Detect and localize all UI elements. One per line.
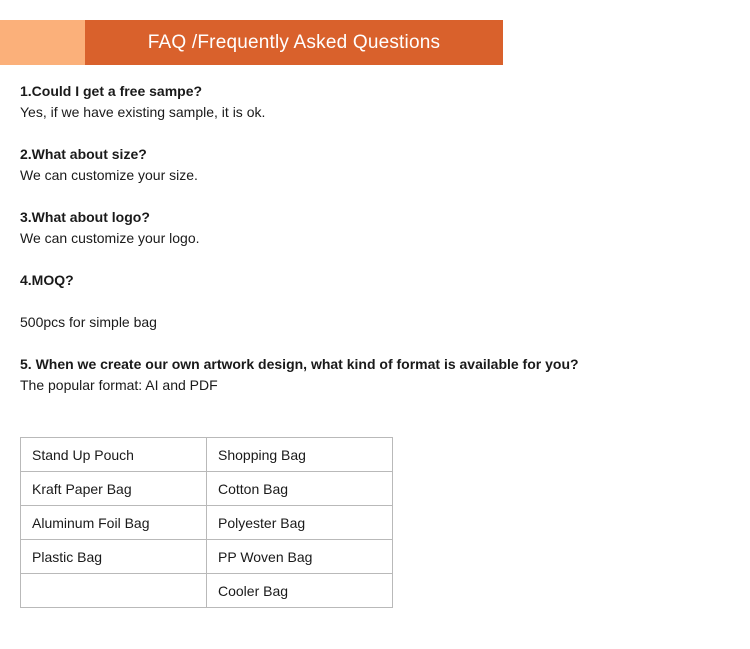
- faq-item: [20, 208, 720, 247]
- faq-question: 3.What about logo?: [20, 209, 150, 225]
- table-row: [21, 438, 393, 472]
- faq-question: 4.MOQ?: [20, 272, 74, 288]
- table-row: [21, 472, 393, 506]
- faq-question: 2.What about size?: [20, 146, 147, 162]
- table-cell: Polyester Bag: [207, 506, 393, 540]
- banner-title: FAQ /Frequently Asked Questions: [147, 31, 441, 53]
- table-cell: Shopping Bag: [207, 438, 393, 472]
- table-row: [21, 574, 393, 608]
- table-cell: Plastic Bag: [21, 540, 207, 574]
- faq-answer: Yes, if we have existing sample, it is ok.: [20, 104, 266, 120]
- faq-question: 5. When we create our own artwork design, what kind of format is available for you?: [20, 356, 579, 372]
- faq-item: [20, 82, 720, 121]
- faq-question: 1.Could I get a free sampe?: [20, 83, 203, 99]
- table-cell: Kraft Paper Bag: [21, 472, 207, 506]
- table-cell: [21, 574, 207, 608]
- faq-list: [20, 82, 720, 418]
- faq-item: [20, 271, 720, 331]
- table-cell: Aluminum Foil Bag: [21, 506, 207, 540]
- faq-answer: 500pcs for simple bag: [20, 314, 157, 330]
- faq-item: [20, 355, 720, 394]
- faq-answer: We can customize your logo.: [20, 230, 200, 246]
- faq-answer: The popular format: AI and PDF: [20, 377, 218, 393]
- table-cell: Cooler Bag: [207, 574, 393, 608]
- faq-answer: We can customize your size.: [20, 167, 198, 183]
- product-table: [20, 437, 393, 608]
- banner-accent-block: [0, 20, 85, 65]
- faq-item: [20, 145, 720, 184]
- faq-banner: [0, 20, 503, 65]
- table-cell: Cotton Bag: [207, 472, 393, 506]
- table-cell: PP Woven Bag: [207, 540, 393, 574]
- banner-title-block: [85, 20, 503, 65]
- table-cell: Stand Up Pouch: [21, 438, 207, 472]
- table-row: [21, 506, 393, 540]
- table-row: [21, 540, 393, 574]
